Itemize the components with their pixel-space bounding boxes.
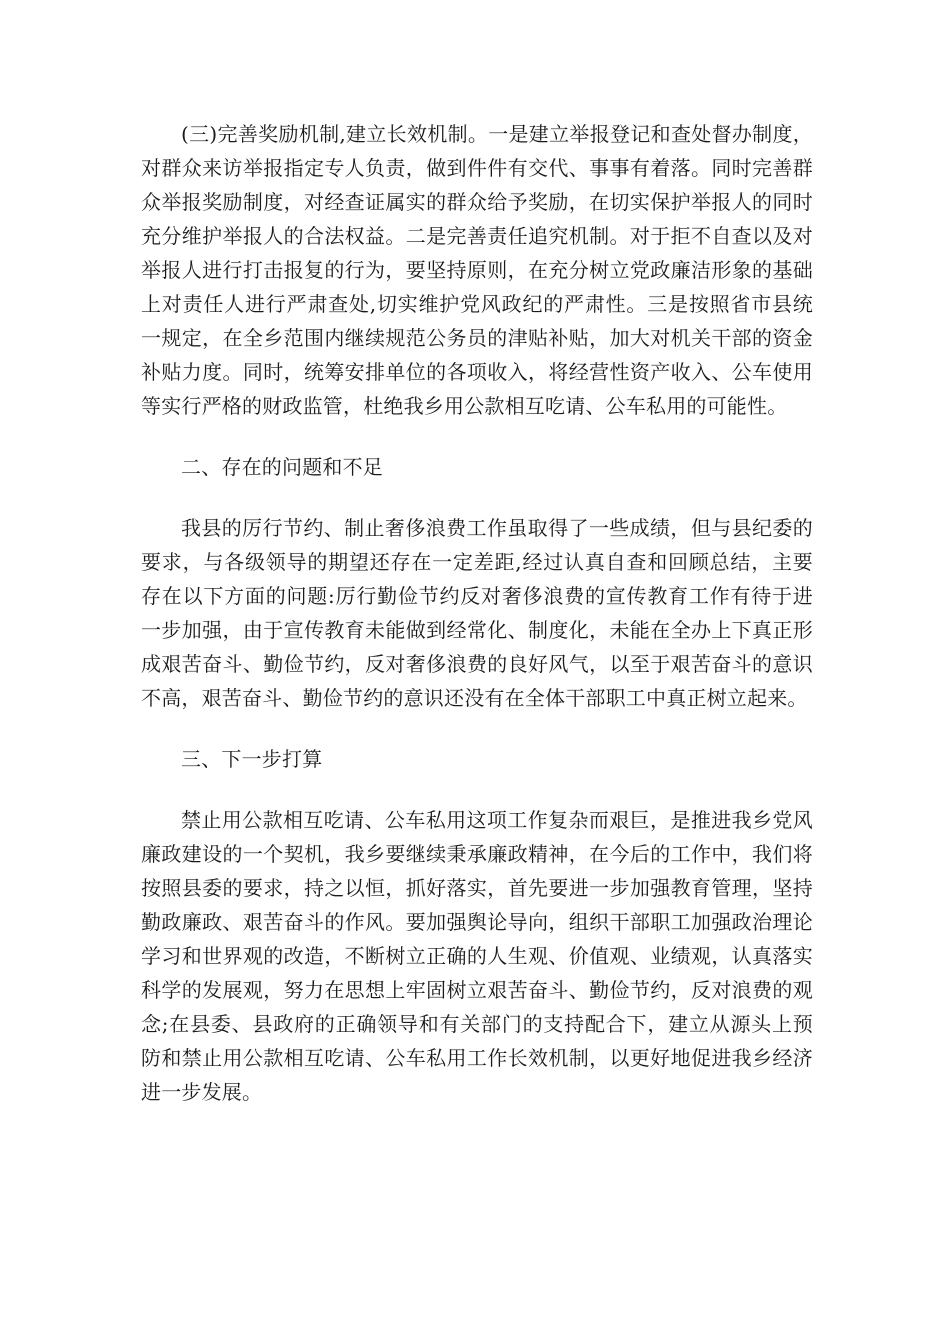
section-heading-next-steps: 三、下一步打算 [181,747,323,771]
paragraph-next-steps: 禁止用公款相互吃请、公车私用这项工作复杂而艰巨，是推进我乡党风廉政建设的一个契机，我乡要继续秉承廉政精神，在今后的工作中，我们将按照县委的要求，持之以恒，抓好落实，首先要进一步加强教育管理，坚持勤政廉政、艰苦奋斗的作风。要加强舆论导向，组织干部职工加强政治理论学习和世界观的改造，不断树立正确的人生观、价值观、业绩观，认真落实科学的发展观，努力在思想上牢固树立艰苦奋斗、勤俭节约，反对浪费的观念;在县委、县政府的正确领导和有关部门的支持配合下，建立从源头上预防和禁止用公款相互吃请、公车私用工作长效机制，以更好地促进我乡经济进一步发展。 [141,808,813,1104]
document-body [141,117,813,1136]
section-heading-problems: 二、存在的问题和不足 [181,455,383,479]
paragraph-problems: 我县的厉行节约、制止奢侈浪费工作虽取得了一些成绩，但与县纪委的要求，与各级领导的期望还存在一定差距,经过认真自查和回顾总结，主要存在以下方面的问题:厉行勤俭节约反对奢侈浪费的宣传教育工作有待于进一步加强，由于宣传教育未能做到经常化、制度化，未能在全办上下真正形成艰苦奋斗、勤俭节约，反对奢侈浪费的良好风气，以至于艰苦奋斗的意识不高，艰苦奋斗、勤俭节约的意识还没有在全体干部职工中真正树立起来。 [141,516,813,710]
paragraph-reward-mechanism: (三)完善奖励机制,建立长效机制。一是建立举报登记和查处督办制度，对群众来访举报指定专人负责，做到件件有交代、事事有着落。同时完善群众举报奖励制度，对经查证属实的群众给予奖励，在切实保护举报人的同时充分维护举报人的合法权益。二是完善责任追究机制。对于拒不自查以及对举报人进行打击报复的行为，要坚持原则，在充分树立党政廉洁形象的基础上对责任人进行严肃查处,切实维护党风政纪的严肃性。三是按照省市县统一规定，在全乡范围内继续规范公务员的津贴补贴，加大对机关干部的资金补贴力度。同时，统筹安排单位的各项收入，将经营性资产收入、公车使用等实行严格的财政监管，杜绝我乡用公款相互吃请、公车私用的可能性。 [141,122,813,418]
